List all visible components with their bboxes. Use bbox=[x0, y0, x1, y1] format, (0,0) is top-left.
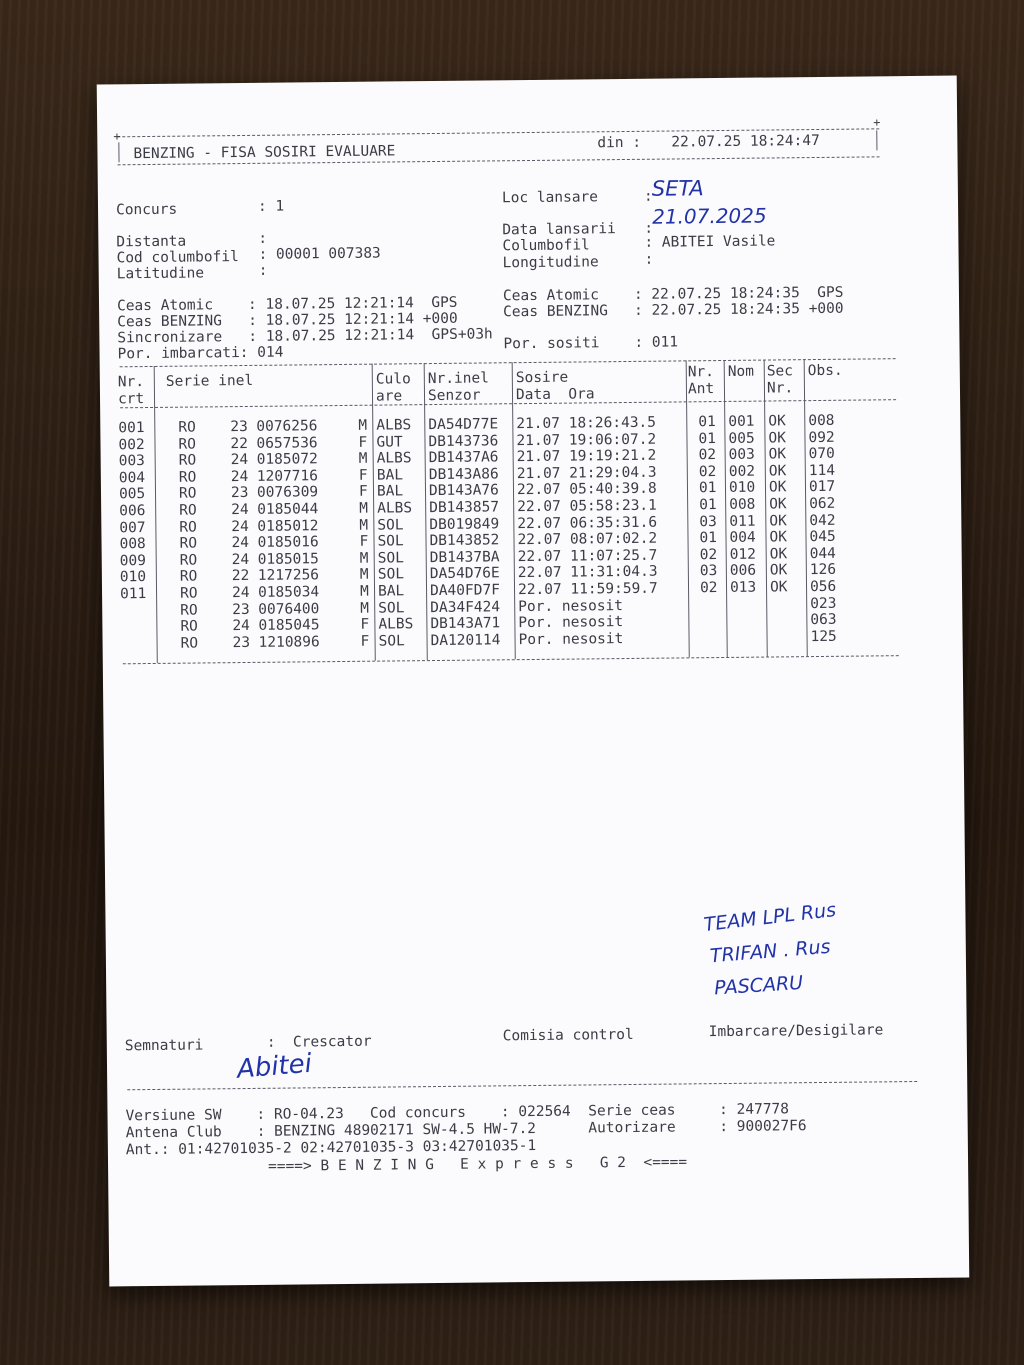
row-tara: RO bbox=[178, 436, 197, 453]
print-date: 22.07.25 18:24:47 bbox=[671, 132, 820, 151]
row-senzor: DB143736 bbox=[428, 432, 499, 450]
row-sex: M bbox=[360, 600, 370, 617]
row-sec: OK bbox=[769, 512, 787, 530]
row-an: 23 bbox=[232, 634, 251, 651]
crescator-label: : Crescator bbox=[266, 1033, 372, 1051]
row-inel: 1217256 bbox=[257, 567, 320, 585]
table-column-divider bbox=[424, 363, 428, 660]
row-culoare: SOL bbox=[377, 533, 404, 550]
row-sosire: Por. nesosit bbox=[518, 630, 624, 648]
row-culoare: SOL bbox=[378, 599, 405, 617]
footer-brand: ====> B E N Z I N G E x p r e s s G 2 <==== bbox=[267, 1154, 688, 1175]
row-nr: 002 bbox=[118, 436, 145, 453]
row-ant: 02 bbox=[699, 580, 718, 597]
row-senzor: DB143A71 bbox=[430, 615, 501, 633]
row-culoare: ALBS bbox=[376, 450, 412, 467]
row-an: 22 bbox=[231, 568, 250, 585]
row-obs: 045 bbox=[809, 529, 836, 546]
row-nr: 010 bbox=[119, 569, 147, 586]
row-culoare: BAL bbox=[376, 483, 404, 501]
row-sosire: 21.07 19:19:21.2 bbox=[516, 447, 657, 466]
row-nr: 004 bbox=[118, 469, 146, 487]
row-tara: RO bbox=[179, 519, 197, 536]
row-obs: 056 bbox=[809, 578, 837, 596]
row-an: 23 bbox=[230, 485, 249, 502]
row-sec: OK bbox=[769, 579, 788, 596]
crescator-signature: Abitei bbox=[235, 1048, 314, 1085]
footer-antena: Antena Club : BENZING 48902171 SW-4.5 HW-7.2 Autorizare : 900027F6 bbox=[125, 1118, 807, 1142]
corner-plus: + bbox=[113, 129, 121, 144]
row-sec: OK bbox=[768, 479, 787, 496]
row-an: 24 bbox=[231, 535, 250, 552]
row-an: 24 bbox=[231, 584, 250, 602]
row-inel: 1210896 bbox=[258, 634, 320, 651]
row-sosire: 22.07 11:31:04.3 bbox=[517, 564, 658, 582]
loc-lansare-label: Loc lansare bbox=[501, 189, 599, 207]
row-sosire: 22.07 11:07:25.7 bbox=[517, 547, 658, 565]
row-nr: 001 bbox=[118, 420, 145, 437]
table-column-divider bbox=[154, 366, 158, 663]
row-sex: M bbox=[358, 417, 368, 434]
data-lansarii-label: Data lansarii bbox=[502, 221, 616, 239]
row-sosire: 21.07 18:26:43.5 bbox=[516, 414, 657, 433]
header-obs: Obs. bbox=[807, 362, 843, 380]
distanta-value: : bbox=[258, 230, 268, 247]
row-inel: 0657536 bbox=[256, 434, 318, 452]
table-column-divider bbox=[372, 364, 376, 661]
row-inel: 1207716 bbox=[256, 468, 319, 485]
semnaturi-label: Semnaturi bbox=[124, 1037, 204, 1055]
left-ceas-benzing: Ceas BENZING : 18.07.25 12:21:14 +000 bbox=[117, 310, 458, 331]
row-inel: 0185044 bbox=[257, 501, 319, 518]
row-sex: M bbox=[359, 567, 369, 584]
row-ant: 01 bbox=[698, 430, 717, 447]
row-sosire: 22.07 06:35:31.6 bbox=[517, 514, 658, 532]
row-inel: 0185012 bbox=[257, 517, 319, 535]
row-sex: F bbox=[358, 467, 368, 484]
row-senzor: DA54D77E bbox=[428, 416, 499, 434]
row-sec: OK bbox=[769, 529, 788, 546]
row-ant: 01 bbox=[698, 480, 717, 497]
header-nom: Nom bbox=[727, 363, 755, 380]
row-ant: 01 bbox=[698, 414, 716, 431]
row-nom: 012 bbox=[729, 546, 756, 563]
row-nom: 005 bbox=[728, 430, 755, 447]
row-ant: 02 bbox=[698, 447, 717, 464]
row-obs: 042 bbox=[809, 512, 836, 529]
row-sosire: 22.07 11:59:59.7 bbox=[517, 580, 658, 599]
row-sex: M bbox=[359, 517, 369, 534]
row-an: 23 bbox=[232, 601, 250, 618]
row-inel: 0185045 bbox=[258, 617, 320, 635]
right-ceas-benzing: Ceas BENZING : 22.07.25 18:24:35 +000 bbox=[503, 300, 844, 321]
row-senzor: DA34F424 bbox=[430, 598, 501, 616]
row-culoare: ALBS bbox=[378, 616, 414, 633]
loc-lansare-colon: : bbox=[643, 188, 653, 205]
row-inel: 0185015 bbox=[257, 551, 319, 568]
header-sec: Sec Nr. bbox=[766, 363, 794, 397]
row-sec: OK bbox=[768, 463, 787, 480]
footer-ant-ids: Ant.: 01:42701035-2 02:42701035-3 03:42701035-1 bbox=[125, 1137, 537, 1159]
row-sosire: 22.07 05:40:39.8 bbox=[516, 481, 657, 499]
row-ant: 02 bbox=[698, 463, 717, 481]
row-sex: M bbox=[359, 550, 369, 567]
row-senzor: DB019849 bbox=[429, 515, 500, 533]
corner-plus: + bbox=[873, 115, 881, 130]
row-obs: 092 bbox=[808, 429, 835, 446]
row-tara: RO bbox=[178, 485, 197, 503]
header-nr-ant: Nr. Ant bbox=[687, 364, 715, 397]
row-tara: RO bbox=[180, 602, 198, 619]
row-obs: 114 bbox=[808, 462, 836, 479]
row-nom: 008 bbox=[729, 496, 756, 513]
table-bottom-rule bbox=[123, 655, 899, 664]
right-ceas-atomic: Ceas Atomic : 22.07.25 18:24:35 GPS bbox=[502, 284, 844, 305]
printed-sheet bbox=[97, 76, 970, 1287]
row-tara: RO bbox=[179, 585, 198, 602]
row-an: 24 bbox=[231, 501, 249, 519]
row-nr: 007 bbox=[119, 519, 146, 536]
row-sosire: 21.07 21:29:04.3 bbox=[516, 464, 657, 482]
row-nom: 002 bbox=[728, 463, 756, 480]
row-tara: RO bbox=[180, 635, 199, 652]
row-culoare: SOL bbox=[378, 633, 405, 650]
row-nr: 009 bbox=[119, 552, 147, 570]
row-nom: 013 bbox=[729, 579, 757, 596]
row-inel: 0076256 bbox=[256, 418, 318, 435]
row-senzor: DA120114 bbox=[430, 632, 501, 649]
row-sosire: 22.07 05:58:23.1 bbox=[517, 497, 657, 516]
row-inel: 0185034 bbox=[257, 584, 320, 601]
row-culoare: ALBS bbox=[376, 417, 412, 434]
row-obs: 070 bbox=[808, 446, 835, 463]
handwritten-note-3: PASCARU bbox=[713, 971, 804, 1000]
row-sec: OK bbox=[769, 546, 788, 563]
longitudine-value: : bbox=[644, 251, 654, 268]
row-sec: OK bbox=[769, 562, 788, 579]
columbofil-label: Columbofil bbox=[502, 237, 590, 255]
row-sex: F bbox=[359, 533, 369, 550]
row-nom: 011 bbox=[729, 513, 756, 530]
header-left-border bbox=[118, 142, 119, 162]
row-nr: 003 bbox=[118, 453, 145, 470]
left-ceas-atomic: Ceas Atomic : 18.07.25 12:21:14 GPS bbox=[116, 294, 458, 315]
row-tara: RO bbox=[178, 419, 196, 436]
latitudine-label: Latitudine bbox=[116, 265, 205, 283]
row-nom: 010 bbox=[728, 480, 756, 497]
row-nr: 008 bbox=[119, 536, 146, 553]
row-senzor: DA54D76E bbox=[429, 565, 500, 583]
columbofil-value: : ABITEI Vasile bbox=[644, 233, 776, 251]
table-column-divider bbox=[686, 360, 690, 657]
row-an: 24 bbox=[231, 551, 250, 568]
header-right-border bbox=[876, 130, 877, 150]
row-sec: OK bbox=[769, 496, 787, 513]
row-tara: RO bbox=[179, 502, 197, 519]
row-culoare: SOL bbox=[377, 516, 404, 534]
row-tara: RO bbox=[178, 452, 197, 469]
row-sosire: 21.07 19:06:07.2 bbox=[516, 431, 657, 449]
sincronizare: Sincronizare : 18.07.25 12:21:14 GPS+03h bbox=[117, 326, 493, 347]
row-an: 22 bbox=[230, 435, 249, 452]
row-obs: 017 bbox=[808, 479, 836, 496]
row-culoare: SOL bbox=[377, 550, 404, 567]
row-tara: RO bbox=[180, 618, 198, 635]
row-tara: RO bbox=[178, 469, 197, 486]
row-sec: OK bbox=[768, 413, 786, 430]
row-culoare: SOL bbox=[377, 566, 405, 584]
row-culoare: BAL bbox=[377, 583, 405, 600]
header-serie-inel: Serie inel bbox=[165, 372, 254, 390]
row-sosire: Por. nesosit bbox=[518, 597, 624, 615]
row-nom: 004 bbox=[729, 529, 756, 547]
row-ant: 02 bbox=[699, 546, 718, 564]
footer-versiune: Versiune SW : RO-04.23 Cod concurs : 022564 Serie ceas : 247778 bbox=[125, 1101, 790, 1125]
row-nr: 011 bbox=[119, 586, 147, 603]
row-an: 24 bbox=[230, 468, 249, 485]
row-sosire: 22.07 08:07:02.2 bbox=[517, 530, 658, 549]
header-sosire: Sosire Data Ora bbox=[515, 369, 595, 403]
row-obs: 062 bbox=[809, 495, 836, 513]
row-culoare: GUT bbox=[376, 433, 403, 451]
row-an: 23 bbox=[230, 418, 248, 436]
row-obs: 063 bbox=[810, 612, 837, 629]
row-senzor: DB1437BA bbox=[429, 549, 500, 566]
document-title: BENZING - FISA SOSIRI EVALUARE bbox=[133, 143, 396, 163]
row-culoare: ALBS bbox=[377, 500, 413, 517]
concurs-label: Concurs bbox=[115, 201, 178, 219]
table-column-divider bbox=[804, 359, 808, 656]
row-sex: M bbox=[359, 583, 369, 600]
row-tara: RO bbox=[179, 568, 198, 586]
row-inel: 0076400 bbox=[258, 600, 320, 618]
row-inel: 0185016 bbox=[257, 534, 319, 552]
cod-columbofil-label: Cod columbofil bbox=[116, 249, 239, 267]
row-senzor: DB143857 bbox=[429, 499, 500, 517]
row-obs: 126 bbox=[809, 562, 837, 579]
row-sex: M bbox=[358, 450, 368, 468]
row-senzor: DB143852 bbox=[429, 532, 500, 550]
table-column-divider bbox=[724, 360, 728, 657]
data-lansarii-colon: : bbox=[644, 220, 654, 237]
header-senzor: Nr.inel Senzor bbox=[427, 370, 490, 404]
row-senzor: DB143A86 bbox=[428, 466, 499, 483]
porumbei-imbarcati: Por. imbarcati: 014 bbox=[117, 344, 284, 363]
data-lansarii-handwritten: 21.07.2025 bbox=[652, 203, 767, 229]
row-sosire: Por. nesosit bbox=[518, 614, 624, 632]
longitudine-label: Longitudine bbox=[502, 254, 599, 272]
row-culoare: BAL bbox=[376, 467, 404, 484]
row-ant: 03 bbox=[699, 513, 717, 530]
comisia-control-label: Comisia control bbox=[502, 1026, 634, 1045]
row-senzor: DA40FD7F bbox=[429, 582, 500, 600]
row-ant: 03 bbox=[699, 563, 718, 580]
row-nr: 005 bbox=[118, 486, 146, 503]
row-tara: RO bbox=[179, 552, 198, 569]
table-column-divider bbox=[764, 360, 768, 657]
row-sex: F bbox=[358, 484, 368, 501]
row-nom: 006 bbox=[729, 563, 757, 580]
row-an: 24 bbox=[232, 618, 250, 635]
header-nr-crt: Nr. crt bbox=[117, 374, 145, 407]
row-obs: 023 bbox=[810, 595, 837, 612]
row-nom: 003 bbox=[728, 446, 755, 464]
row-ant: 01 bbox=[699, 497, 717, 514]
handwritten-note-2: TRIFAN . Rus bbox=[709, 935, 832, 968]
row-inel: 0076309 bbox=[256, 484, 319, 502]
row-senzor: DB143A76 bbox=[428, 482, 499, 500]
concurs-value: : 1 bbox=[257, 198, 285, 215]
row-sec: OK bbox=[768, 429, 787, 447]
row-sex: F bbox=[360, 616, 370, 633]
handwritten-note-1: TEAM LPL Rus bbox=[702, 898, 838, 937]
row-an: 24 bbox=[231, 518, 249, 535]
row-sex: F bbox=[358, 434, 368, 451]
row-obs: 008 bbox=[808, 412, 835, 430]
table-column-divider bbox=[512, 362, 516, 659]
table-header-rule bbox=[120, 399, 896, 408]
row-nr: 006 bbox=[119, 503, 146, 520]
cod-columbofil-value: : 00001 007383 bbox=[258, 245, 381, 263]
row-ant: 01 bbox=[699, 530, 718, 547]
row-inel: 0185072 bbox=[256, 451, 318, 469]
row-sex: M bbox=[359, 500, 369, 517]
distanta-label: Distanta bbox=[116, 233, 187, 251]
row-obs: 125 bbox=[810, 628, 837, 645]
row-nom: 001 bbox=[728, 413, 755, 430]
imbarcare-desigilare-label: Imbarcare/Desigilare bbox=[708, 1022, 884, 1041]
latitudine-value: : bbox=[258, 262, 268, 279]
row-sec: OK bbox=[768, 446, 787, 463]
row-tara: RO bbox=[179, 535, 198, 552]
print-date-label: din : bbox=[597, 134, 642, 152]
header-culoare: Culo are bbox=[375, 371, 411, 405]
loc-lansare-handwritten: SETA bbox=[651, 176, 704, 201]
row-sex: F bbox=[360, 633, 370, 650]
porumbei-sositi: Por. sositi : 011 bbox=[503, 334, 679, 353]
row-senzor: DB1437A6 bbox=[428, 449, 499, 467]
row-an: 24 bbox=[230, 452, 249, 469]
row-obs: 044 bbox=[809, 545, 836, 562]
